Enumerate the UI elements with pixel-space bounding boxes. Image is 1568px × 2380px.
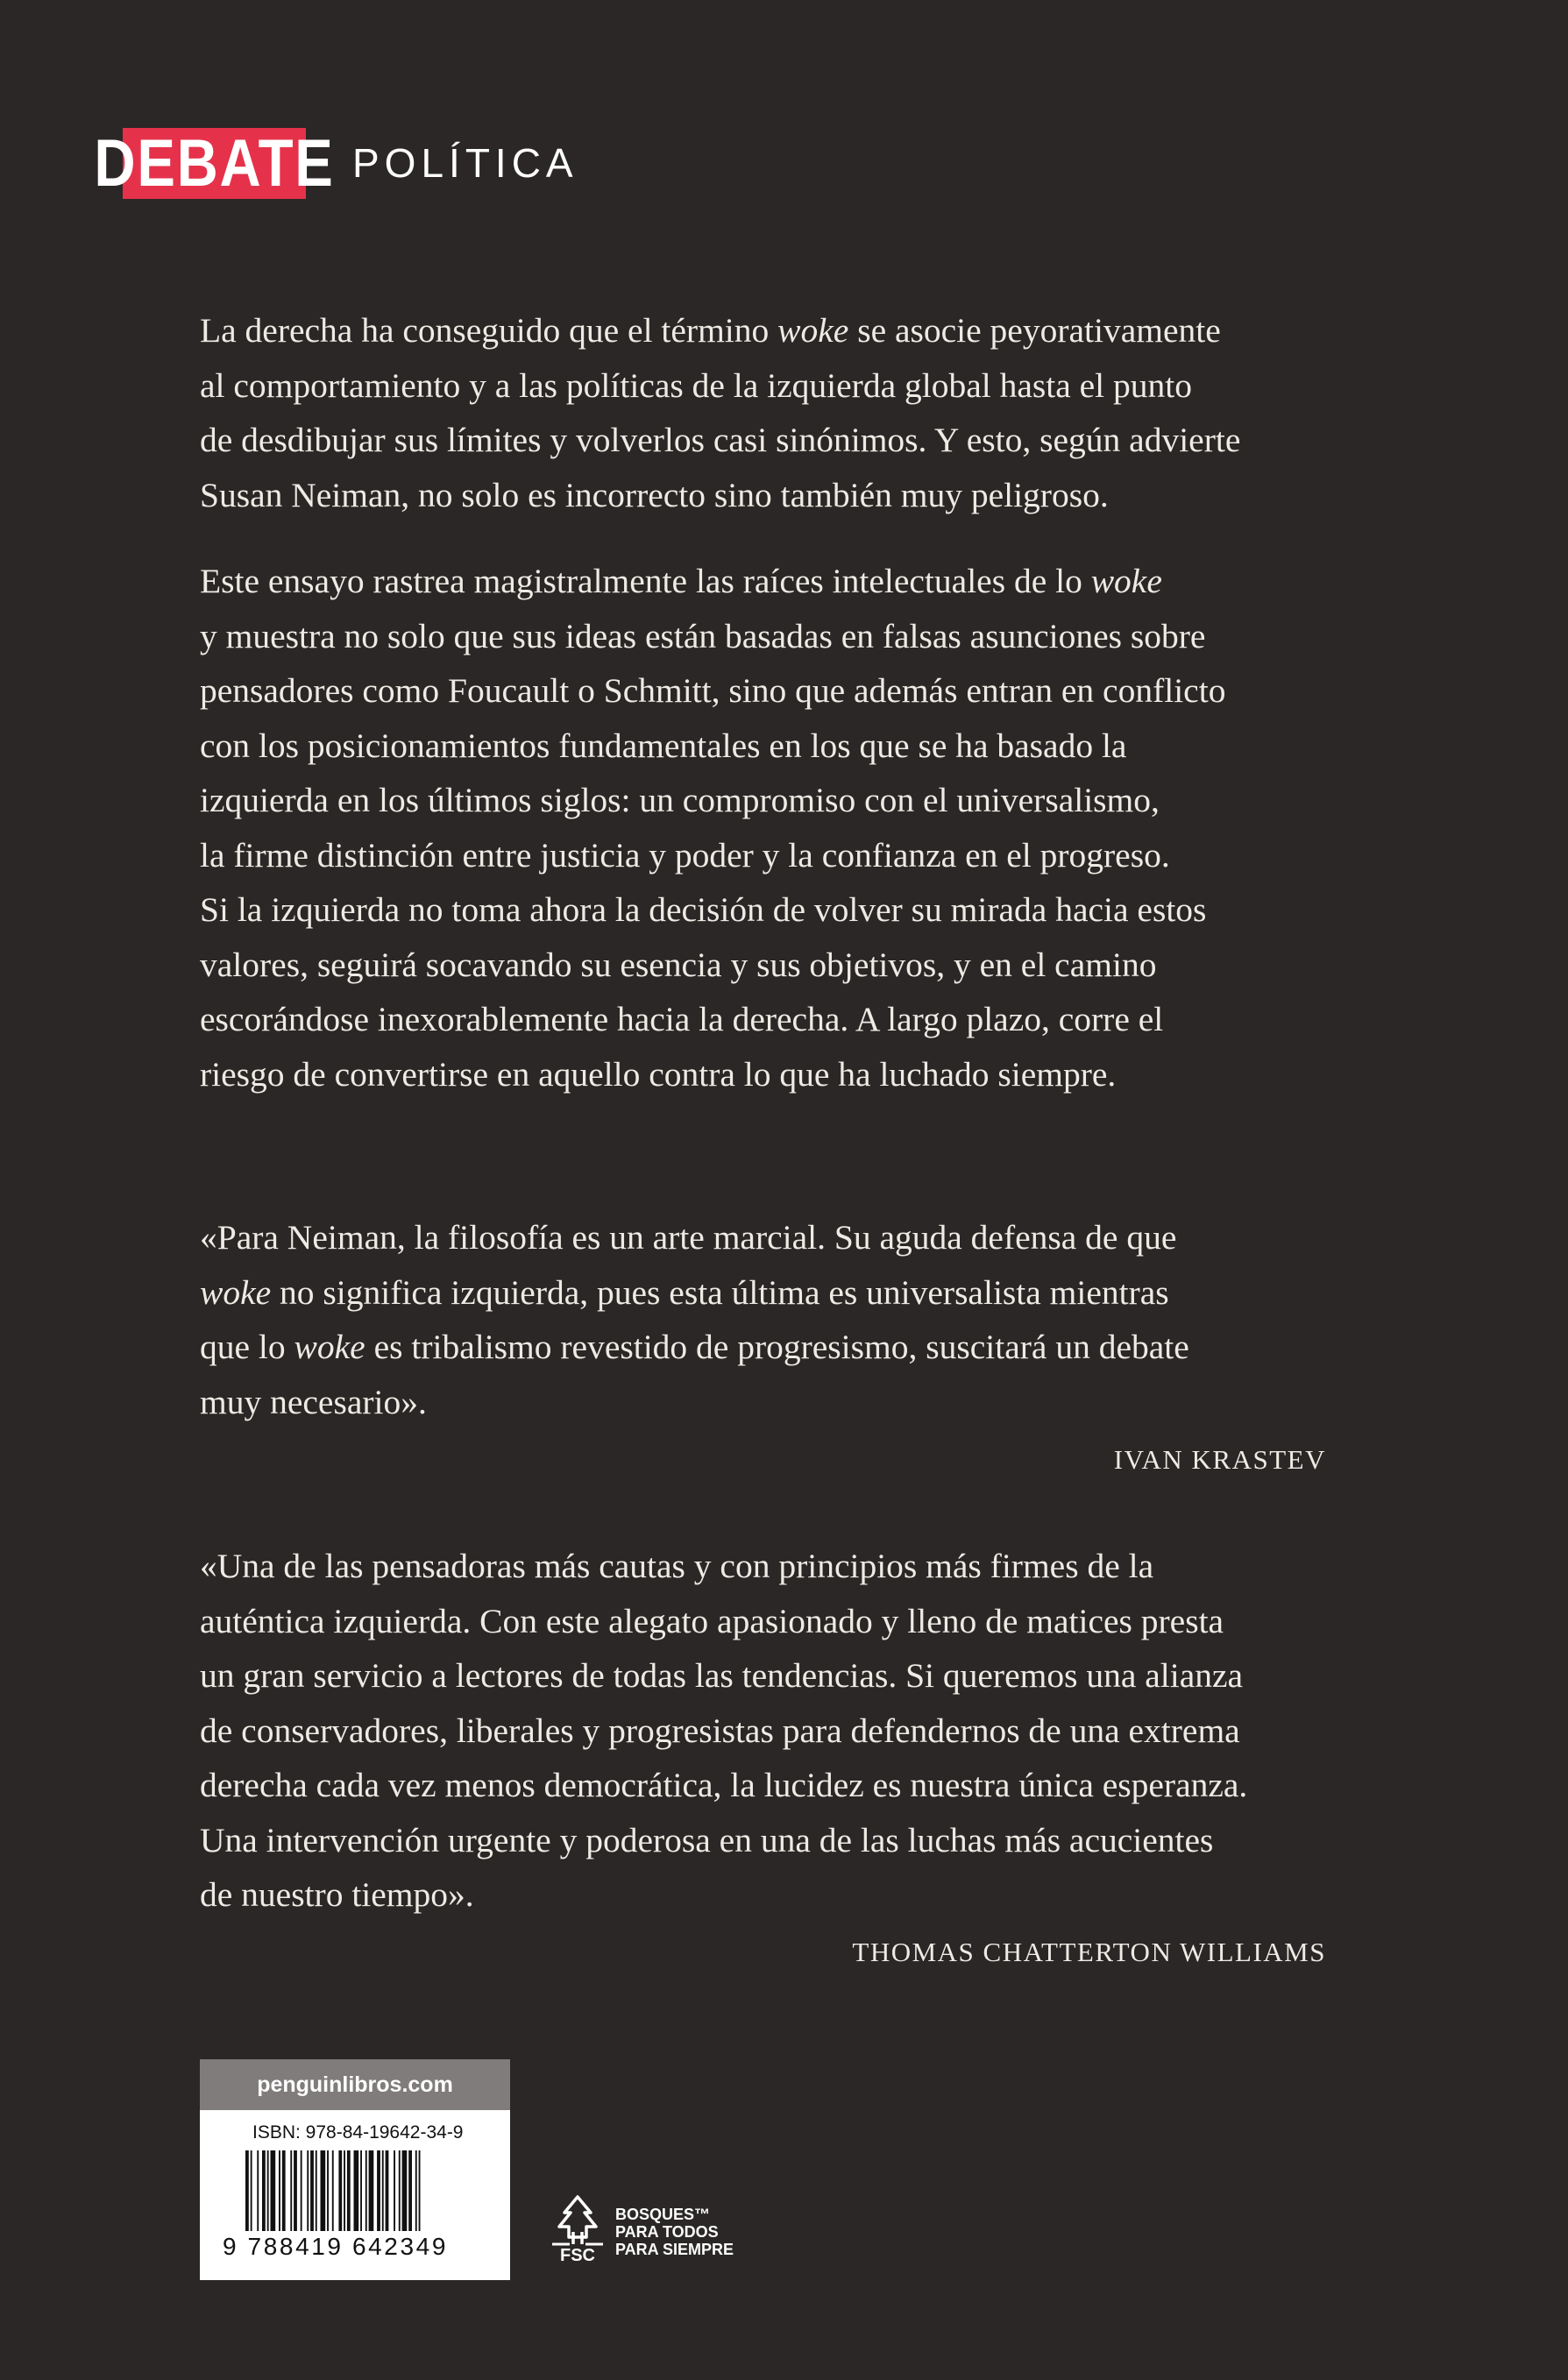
publisher-website: penguinlibros.com — [200, 2059, 510, 2110]
fsc-label: FSC — [560, 2246, 595, 2265]
blurb-williams-line: de nuestro tiempo». — [200, 1875, 474, 1914]
blurb-author-krastev: IVAN KRASTEV — [1113, 1444, 1326, 1475]
synopsis-paragraph-2-line: valores, seguirá socavando su esencia y sus objetivos, y en el camino — [200, 945, 1157, 984]
publisher-brand — [94, 125, 578, 201]
isbn-label: ISBN: 978-84-19642-34-9 — [252, 2122, 464, 2143]
synopsis-paragraph-2-line: Si la izquierda no toma ahora la decisión de volver su mirada hacia estos — [200, 890, 1207, 929]
blurb-williams-line: derecha cada vez menos democrática, la lucidez es nuestra única esperanza. — [200, 1766, 1248, 1804]
isbn-barcode-panel — [200, 2059, 510, 2280]
blurb-williams-line: de conservadores, liberales y progresistas para defendernos de una extrema — [200, 1711, 1240, 1750]
blurb-williams-line: un gran servicio a lectores de todas las tendencias. Si queremos una alianza — [200, 1656, 1244, 1695]
fsc-tree-icon — [547, 2193, 608, 2248]
synopsis-paragraph-1-line: de desdibujar sus límites y volverlos casi sinónimos. Y esto, según advierte — [200, 421, 1241, 459]
blurb-quote-krastev — [200, 1210, 1366, 1429]
fsc-certification — [547, 2193, 734, 2266]
blurb-quote-williams — [200, 1539, 1366, 1923]
blurb-williams-line: Una intervención urgente y poderosa en una de las luchas más acucientes — [200, 1820, 1214, 1859]
synopsis-paragraph-2-line: escorándose inexorablemente hacia la derecha. A largo plazo, corre el — [200, 1000, 1164, 1038]
blurb-krastev-line: que lo woke es tribalismo revestido de progresismo, suscitará un debate — [200, 1328, 1189, 1366]
synopsis-paragraph-2-line: riesgo de convertirse en aquello contra lo que ha luchado siempre. — [200, 1054, 1117, 1094]
synopsis-paragraph-2-line: pensadores como Foucault o Schmitt, sino que además entran en conflicto — [200, 671, 1226, 710]
synopsis-paragraph-1-line: al comportamiento y a las políticas de la izquierda global hasta el punto — [200, 365, 1192, 405]
blurb-williams-line: auténtica izquierda. Con este alegato apasionado y lleno de matices presta — [200, 1601, 1224, 1640]
synopsis-paragraph-2-line: izquierda en los últimos siglos: un compromiso con el universalismo, — [200, 781, 1160, 819]
blurb-author-williams: THOMAS CHATTERTON WILLIAMS — [852, 1937, 1326, 1967]
debate-logo: DEBATE — [94, 125, 335, 201]
synopsis-paragraph-2-line: con los posicionamientos fundamentales en los que se ha basado la — [200, 726, 1127, 765]
synopsis-paragraph-2-line: y muestra no solo que sus ideas están basadas en falsas asunciones sobre — [200, 616, 1206, 655]
synopsis-paragraph-2-line: la firme distinción entre justicia y poder y la confianza en el progreso. — [200, 835, 1170, 875]
synopsis-paragraph-1-line: La derecha ha conseguido que el término woke se asocie peyorativamente — [200, 311, 1221, 350]
synopsis-paragraph-1-line: Susan Neiman, no solo es incorrecto sino también muy peligroso. — [200, 475, 1109, 514]
barcode-icon — [245, 2150, 472, 2231]
synopsis-paragraph-2-line: Este ensayo rastrea magistralmente las raíces intelectuales de lo woke — [200, 562, 1162, 600]
barcode-digits: 9 788419 642349 — [223, 2233, 448, 2260]
blurb-williams-line: «Una de las pensadoras más cautas y con principios más firmes de la — [200, 1547, 1154, 1585]
synopsis-paragraph-1 — [200, 303, 1366, 522]
synopsis-paragraph-2 — [200, 554, 1366, 1101]
blurb-krastev-line: «Para Neiman, la filosofía es un arte marcial. Su aguda defensa de que — [200, 1218, 1177, 1257]
collection-name: POLÍTICA — [352, 140, 578, 186]
blurb-krastev-line: muy necesario». — [200, 1382, 427, 1421]
blurb-krastev-line: woke no significa izquierda, pues esta última es universalista mientras — [200, 1272, 1169, 1312]
fsc-slogan: BOSQUES™ PARA TODOS PARA SIEMPRE — [615, 2206, 734, 2258]
